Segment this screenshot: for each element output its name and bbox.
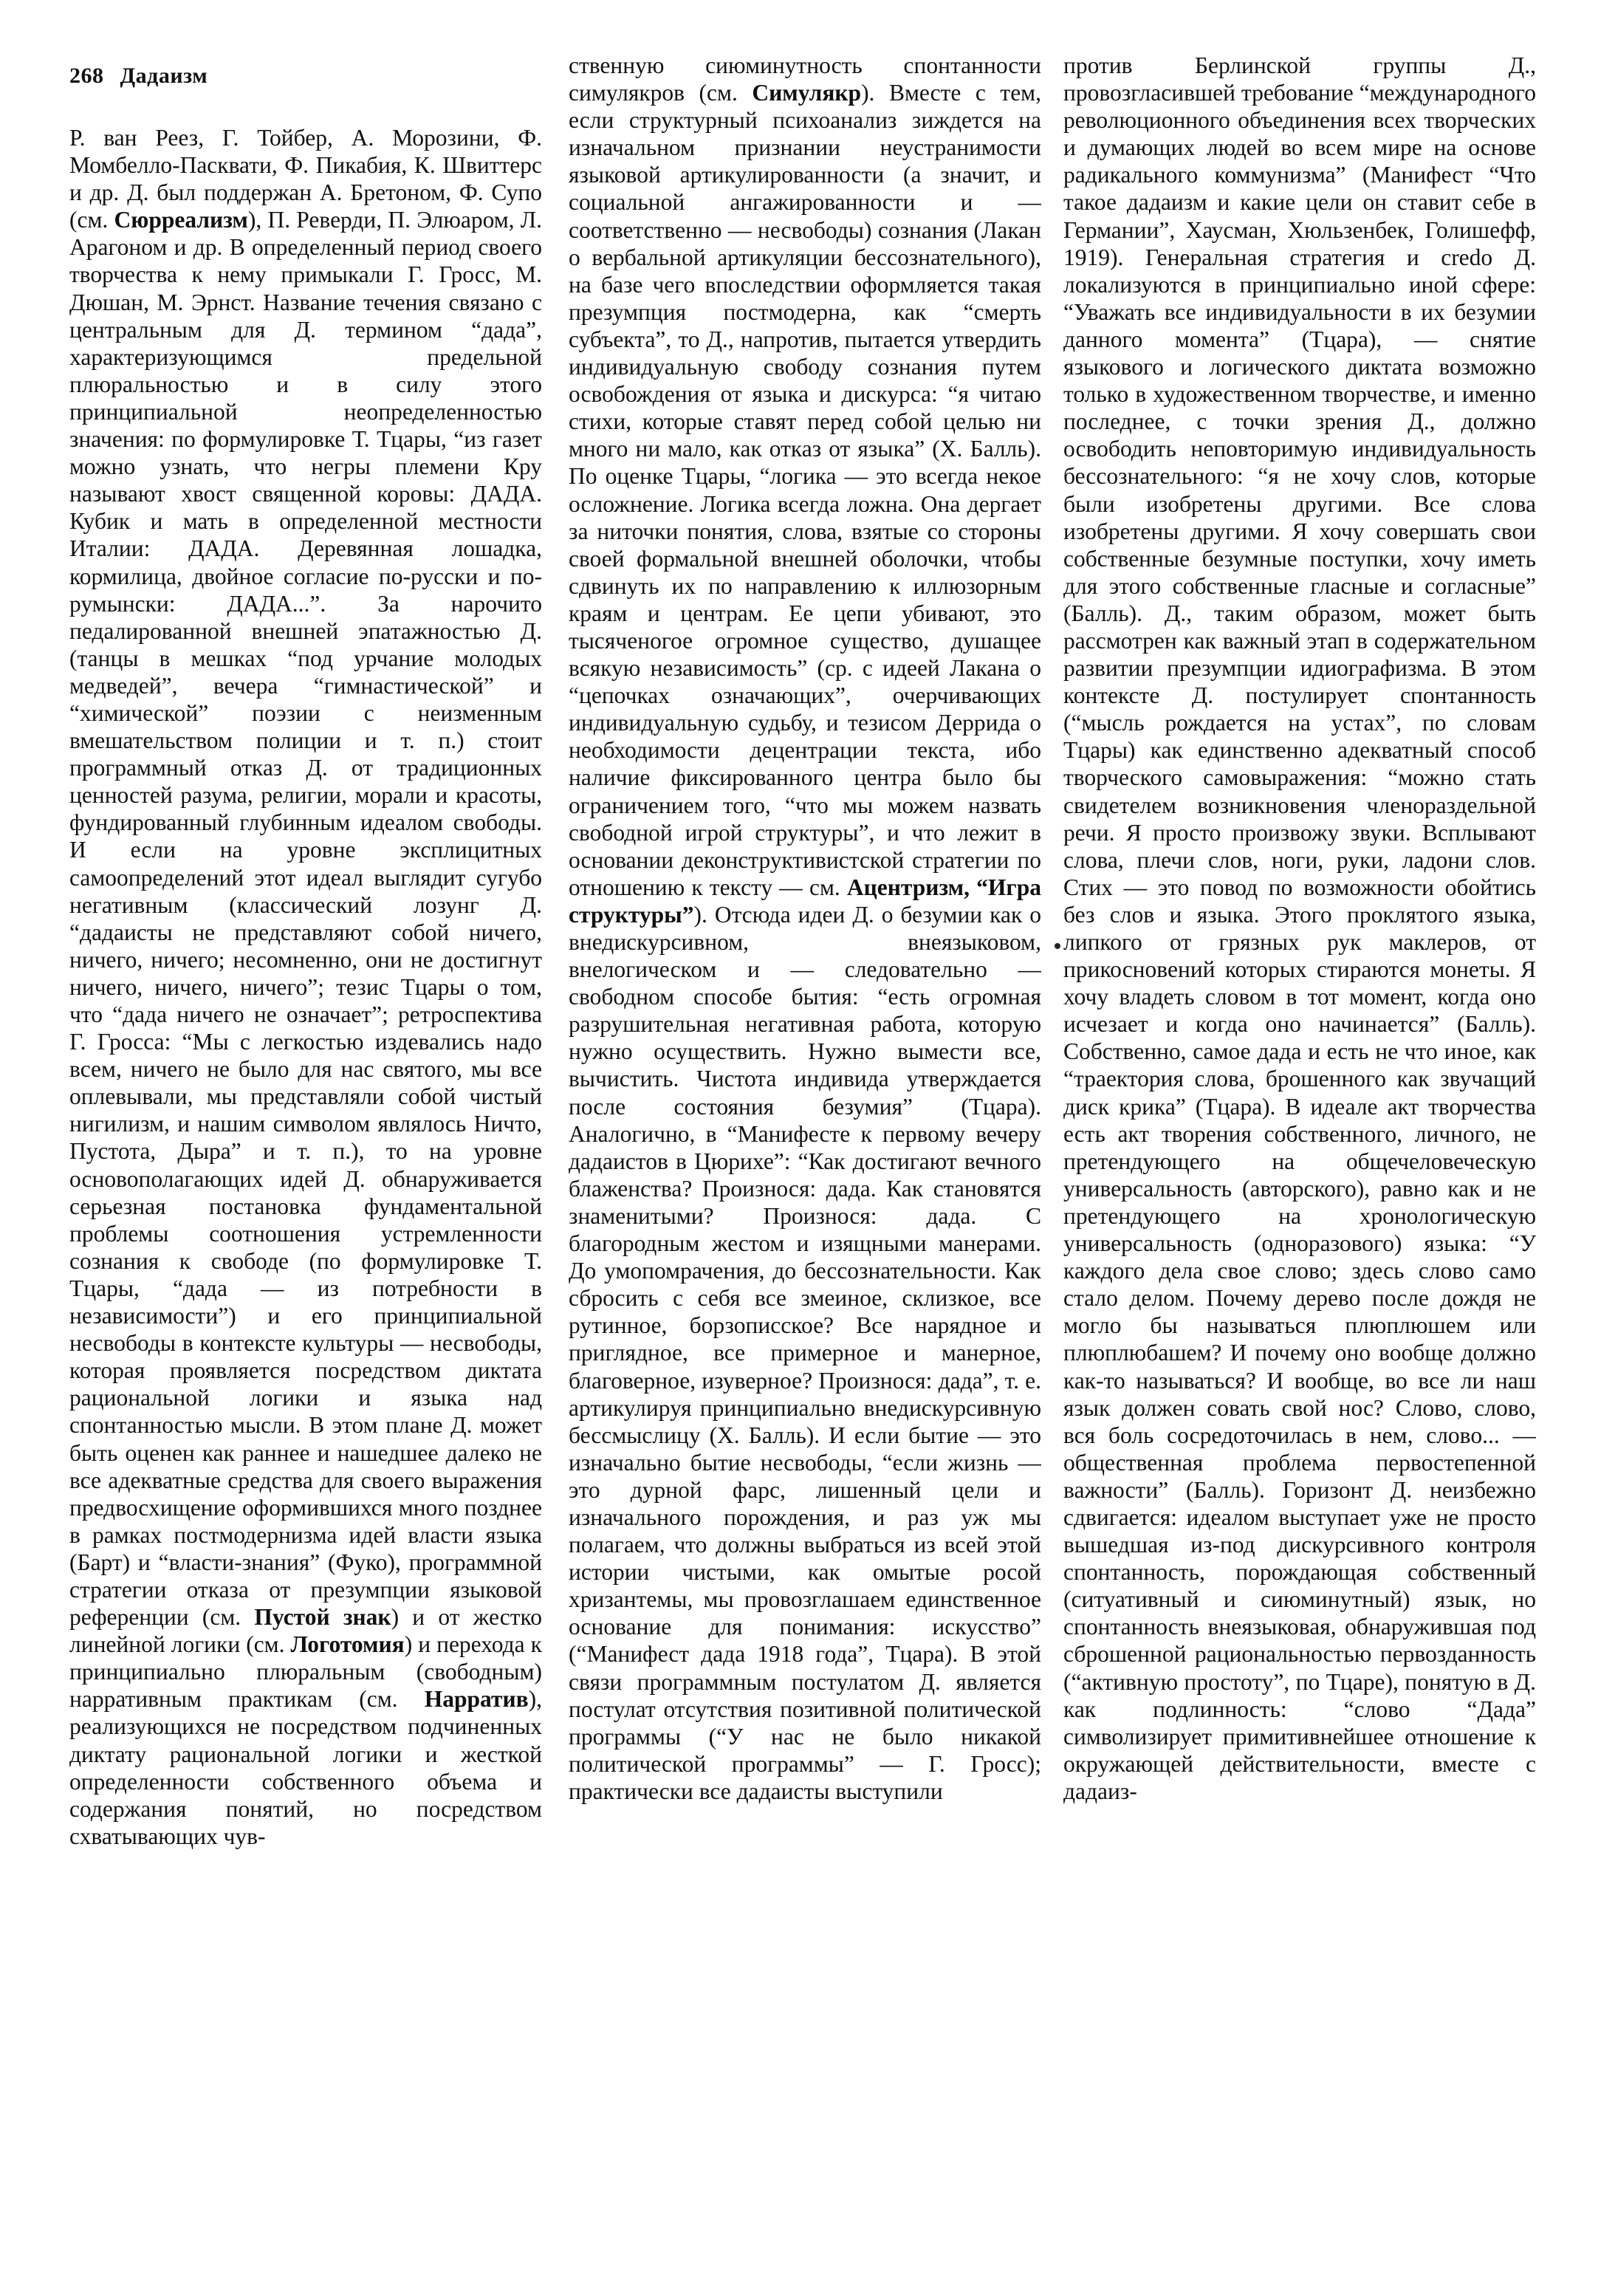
margin-dot [1055,943,1060,949]
column-2-text: ственную сиюминутность спонтанности симулякров (см. Симулякр). Вместе с тем, если структурный психоанализ зиждется на изначальном признании неустранимости языковой артикулированности (а значит, и социальной ангажированности и — соответственно — несвободы) сознания (Лакан о вербальной артикуляции бессознательного), на базе чего впоследствии оформляется такая презумпция постмодерна, как “смерть субъекта”, то Д., напротив, пытается утвердить индивидуальную свободу сознания путем освобождения от языка и дискурса: “я читаю стихи, которые ставят перед собой целью ни много ни мало, как отказ от языка” (Х. Балль). По оценке Тцары, “логика — это всегда некое осложнение. Логика всегда ложна. Она дергает за ниточки понятия, слова, взятые со стороны своей формальной внешней оболочки, чтобы сдвинуть их по направлению к иллюзорным краям и центрам. Ее цепи убивают, это тысяченогое огромное существо, душащее всякую независимость” (ср. с идеей Лакана о “цепочках означающих”, очерчивающих индивидуальную судьбу, и тезисом Деррида о необходимости децентрации текста, ибо наличие фиксированного центра было бы ограничением того, “что мы можем назвать свободной игрой структуры”, и что лежит в основании деконструктивистской стратегии по отношению к тексту — см. Ацентризм, “Игра структуры”). Отсюда идеи Д. о безумии как о внедискурсивном, внеязыковом, внелогическом и — следовательно — свободном способе бытия: “есть огромная разрушительная негативная работа, которую нужно осуществить. Нужно вымести все, вычистить. Чистота индивида утверждается после состояния безумия” (Тцара). Аналогично, в “Манифесте к первому вечеру дадаистов в Цюрихе”: “Как достигают вечного блаженства? Произнося: дада. Как становятся знаменитыми? Произнося: дада. С благородным жестом и изящными манерами. До умопомрачения, до бессознательности. Как сбросить с себя все змеиное, склизкое, все рутинное, борзописское? Все нарядное и приглядное, все примерное и манерное, благоверное, изуверное? Произнося: дада”, т. е. артикулируя принципиально внедискурсивную бессмыслицу (Х. Балль). И если бытие — это изначально бытие несвободы, “если жизнь — это дурной фарс, лишенный цели и изначального порождения, и раз уж мы полагаем, что должны выбраться из всей этой истории чистыми, как омытые росой хризантемы, мы провозглашаем единственное основание для понимания: искусство” (“Манифест дада 1918 года”, Тцара). В этой связи программным постулатом Д. является постулат отсутствия позитивной политической программы (“У нас не было никакой политической программы” — Г. Гросс); практически все дадаисты выступили [569,52,1041,1804]
text-column-3 [1063,52,1536,2275]
column-3-text: против Берлинской группы Д., провозгласившей требование “международного революционного объединения всех творческих и думающих людей во всем мире на основе радикального коммунизма” (Манифест “Что такое дадаизм и какие цели он ставит себе в Германии”, Хаусман, Хюльзенбек, Голишефф, 1919). Генеральная стратегия и credo Д. локализуются в принципиально иной сфере: “Уважать все индивидуальности в их безумии данного момента” (Тцара), — снятие языкового и логического диктата возможно только в художественном творчестве, и именно последнее, с точки зрения Д., должно освободить неповторимую индивидуальность бессознательного: “я не хочу слов, которые были изобретены другими. Все слова изобретены другими. Я хочу совершать свои собственные безумные поступки, хочу иметь для этого собственные гласные и согласные” (Балль). Д., таким образом, может быть рассмотрен как важный этап в содержательном развитии презумпции идиографизма. В этом контексте Д. постулирует спонтанность (“мысль рождается на устах”, по словам Тцары) как единственно адекватный способ творческого самовыражения: “можно стать свидетелем возникновения членораздельной речи. Я просто произвожу звуки. Всплывают слова, плечи слов, ноги, руки, ладони слов. Стих — это повод по возможности обойтись без слов и языка. Этого проклятого языка, липкого от грязных рук маклеров, от прикосновений которых стираются монеты. Я хочу владеть словом в тот момент, когда оно исчезает и когда оно начинается” (Балль). Собственно, самое дада и есть не что иное, как “траектория слова, брошенного как звучащий диск крика” (Тцара). В идеале акт творчества есть акт творения собственного, личного, не претендующего на общечеловеческую универсальность (авторского), равно как и не претендующего на хронологическую универсальность (одноразового) языка: “У каждого дела свое слово; здесь слово само стало делом. Почему дерево после дождя не могло бы называться плюплюшем или плюплюбашем? И почему оно вообще должно как-то называться? И вообще, во все ли наш язык должен совать свой нос? Слово, слово, вся боль сосредоточилась в нем, слово... — общественная проблема первостепенной важности” (Балль). Горизонт Д. неизбежно сдвигается: идеалом выступает уже не просто вышедшая из-под дискурсивного контроля спонтанность, порождающая собственный (ситуативный и сиюминутный) язык, но спонтанность внеязыковая, обнаружившая под сброшенной рациональностью первозданность (“активную простоту”, по Тцаре), понятую в Д. как подлинность: “слово “Дада” символизирует примитивнейшее отношение к окружающей действительности, вместе с дадаиз- [1063,52,1536,1804]
column-1-text: Р. ван Реез, Г. Тойбер, А. Морозини, Ф. Момбелло-Пасквати, Ф. Пикабия, К. Швиттерс и др. Д. был поддержан А. Бретоном, Ф. Супо (см. Сюрреализм), П. Реверди, П. Элюаром, Л. Арагоном и др. В определенный период своего творчества к нему примыкали Г. Гросс, М. Дюшан, М. Эрнст. Название течения связано с центральным для Д. термином “дада”, характеризующимся предельной плюральностью и в силу этого принципиальной неопределенностью значения: по формулировке Т. Тцары, “из газет можно узнать, что негры племени Кру называют хвост священной коровы: ДАДА. Кубик и мать в определенной местности Италии: ДАДА. Деревянная лошадка, кормилица, двойное согласие по-русски и по-румынски: ДАДА...”. За нарочито педалированной внешней эпатажностью Д. (танцы в мешках “под урчание молодых медведей”, вечера “гимнастической” и “химической” поэзии с неизменным вмешательством полиции и т. п.) стоит программный отказ Д. от традиционных ценностей разума, религии, морали и красоты, фундированный глубинным идеалом свободы. И если на уровне эксплицитных самоопределений этот идеал выглядит сугубо негативным (классический лозунг Д. “дадаисты не представляют собой ничего, ничего, ничего; несомненно, они не достигнут ничего, ничего, ничего”; тезис Тцары о том, что “дада ничего не означает”; ретроспектива Г. Гросса: “Мы с легкостью издевались надо всем, ничего не было для нас святого, мы все оплевывали, мы представляли собой чистый нигилизм, и нашим символом являлось Ничто, Пустота, Дыра” и т. п.), то на уровне основополагающих идей Д. обнаруживается серьезная постановка фундаментальной проблемы соотношения устремленности сознания к свободе (по формулировке Т. Тцары, “дада — из потребности в независимости”) и его принципиальной несвободы в контексте культуры — несвободы, которая проявляется посредством диктата рациональной логики и языка над спонтанностью мысли. В этом плане Д. может быть оценен как раннее и нашедшее далеко не все адекватные средства для своего выражения предвосхищение оформившихся много позднее в рамках постмодернизма идей власти языка (Барт) и “власти-знания” (Фуко), программной стратегии отказа от презумпции языковой референции (см. Пустой знак) и от жестко линейной логики (см. Логотомия) и перехода к принципиально плюральным (свободным) нарративным практикам (см. Нарратив), реализующихся не посредством подчиненных диктату рациональной логики и жесткой определенности собственного объема и содержания понятий, но посредством схватывающих чув- [69,125,542,1849]
text-column-2 [569,52,1041,2275]
page-number: 268 [69,64,104,88]
running-head [69,64,208,89]
running-head-title: Дадаизм [120,64,208,88]
text-column-1 [69,124,542,2273]
